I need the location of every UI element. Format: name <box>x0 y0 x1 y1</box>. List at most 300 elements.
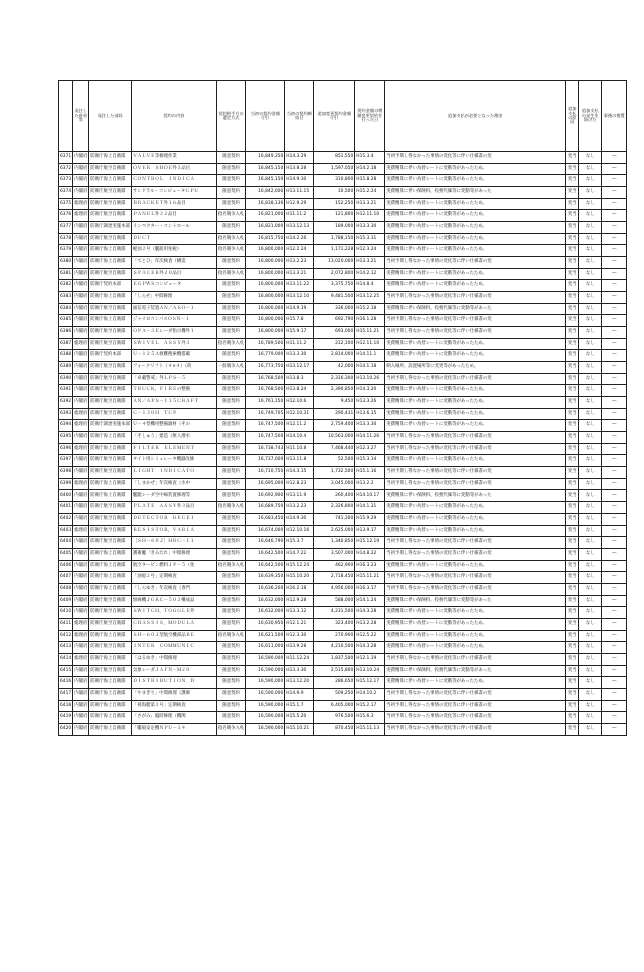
table-row <box>59 163 627 175</box>
cell-change-date: H13.12.25 <box>355 292 385 304</box>
cell-no: 6375 <box>59 198 73 210</box>
table-row <box>59 467 627 479</box>
cell-dept: 防衛庁航空自衛隊 <box>89 537 132 549</box>
cell-added-amount: 1,837,500 <box>314 653 355 665</box>
cell-later: ― <box>602 257 627 269</box>
cell-ministry: 内閣府 <box>73 432 89 444</box>
cell-change-date: H15.2.24 <box>355 187 385 199</box>
cell-ministry: 総理府 <box>73 408 89 420</box>
cell-no: 6403 <box>59 525 73 537</box>
cell-orig-amount: 16,611,000 <box>246 642 285 654</box>
cell-reason: 実費精算に伴い為替レートに変動等があったため。 <box>385 338 566 350</box>
cell-added-amount: 270,900 <box>314 630 355 642</box>
cell-type: 変当 <box>566 572 579 584</box>
cell-later: ― <box>602 443 627 455</box>
table-row <box>59 408 627 420</box>
contract-table <box>58 80 627 736</box>
cell-type: 変当 <box>566 163 579 175</box>
cell-later: ― <box>602 548 627 560</box>
cell-no: 6408 <box>59 583 73 595</box>
cell-added-amount: 2,515,800 <box>314 665 355 677</box>
cell-ministry: 内閣府 <box>73 513 89 525</box>
table-row <box>59 432 627 444</box>
cell-added-amount: 509,250 <box>314 688 355 700</box>
cell-ministry: 内閣府 <box>73 257 89 269</box>
cell-reason: 実費精算に伴い保険料、役務代価等に変動等があった <box>385 187 566 199</box>
cell-no: 6376 <box>59 210 73 222</box>
cell-added-amount: 2,072,800 <box>314 268 355 280</box>
cell-change-date: H13.3.21 <box>355 257 385 269</box>
cell-method: 随意契約 <box>216 327 245 339</box>
cell-prior: なし <box>579 175 602 187</box>
cell-method: 随意契約 <box>216 397 245 409</box>
cell-change-date: H12.3.27 <box>355 443 385 455</box>
cell-change-date: H14.3.28 <box>355 607 385 619</box>
cell-orig-amount: 16,738,743 <box>246 443 285 455</box>
cell-orig-amount: 16,842,000 <box>246 187 285 199</box>
cell-added-amount: 1,788,150 <box>314 233 355 245</box>
cell-prior: なし <box>579 490 602 502</box>
cell-no: 6380 <box>59 257 73 269</box>
cell-orig-date: H11.11.2 <box>285 210 314 222</box>
cell-change-date: H13.9.17 <box>355 525 385 537</box>
cell-orig-amount: 16,749,705 <box>246 408 285 420</box>
cell-method: 指名競争入札 <box>216 560 245 572</box>
cell-later: ― <box>602 362 627 374</box>
cell-method: 随意契約 <box>216 607 245 619</box>
cell-reason: 当初予期し得なかった事情の変化等に伴い仕様書の変 <box>385 467 566 479</box>
cell-added-amount: 2,316,300 <box>314 373 355 385</box>
cell-later: ― <box>602 420 627 432</box>
cell-method: 指名競争入札 <box>216 630 245 642</box>
table-row <box>59 245 627 257</box>
cell-no: 6414 <box>59 653 73 665</box>
cell-added-amount: 260,400 <box>314 490 355 502</box>
cell-orig-amount: 16,845,150 <box>246 175 285 187</box>
cell-ministry: 内閣府 <box>73 548 89 560</box>
cell-content: 「しらゆき」年次検査（専門 <box>131 583 216 595</box>
cell-orig-amount: 16,821,000 <box>246 222 285 234</box>
cell-ministry: 内閣府 <box>73 490 89 502</box>
cell-orig-amount: 16,590,000 <box>246 723 285 735</box>
cell-change-date: H13.6.15 <box>355 408 385 420</box>
table-row <box>59 642 627 654</box>
cell-method: 随意契約 <box>216 420 245 432</box>
cell-ministry: 総理府 <box>73 630 89 642</box>
cell-orig-amount: 16,646,790 <box>246 537 285 549</box>
cell-added-amount: 693,000 <box>314 327 355 339</box>
cell-ministry: 総理府 <box>73 618 89 630</box>
cell-change-date: H13.3.30 <box>355 420 385 432</box>
cell-change-date: H14.11.26 <box>355 432 385 444</box>
cell-later: ― <box>602 175 627 187</box>
cell-added-amount: 323,400 <box>314 618 355 630</box>
cell-type: 変当 <box>566 560 579 572</box>
cell-change-date: H12.1.19 <box>355 653 385 665</box>
cell-later: ― <box>602 490 627 502</box>
cell-reason: 実費精算に伴い為替レートに変動等があったため。 <box>385 268 566 280</box>
cell-type: 変当 <box>566 490 579 502</box>
header-reason: 追加支払が必要となった理由 <box>385 81 566 152</box>
cell-change-date: H13.2.28 <box>355 618 385 630</box>
cell-method: 指名競争入札 <box>216 245 245 257</box>
cell-no: 6384 <box>59 303 73 315</box>
cell-type: 変当 <box>566 222 579 234</box>
cell-orig-amount: 16,800,000 <box>246 315 285 327</box>
cell-content: ＲＥＳＩＳＴＯＲ，ＶＡＲＩＡ <box>131 525 216 537</box>
cell-orig-amount: 16,747,500 <box>246 420 285 432</box>
cell-orig-date: H15.7.8 <box>285 315 314 327</box>
cell-orig-date: H14.3.29 <box>285 152 314 164</box>
cell-ministry: 内閣府 <box>73 152 89 164</box>
cell-content: タイト用シミュレータ機器改修 <box>131 455 216 467</box>
cell-dept: 防衛庁航空自衛隊 <box>89 385 132 397</box>
cell-added-amount: 4,210,500 <box>314 642 355 654</box>
table-row <box>59 548 627 560</box>
cell-content: Ｃ－１３０Ｈ ＴＣＰ <box>131 408 216 420</box>
cell-orig-amount: 16,800,000 <box>246 257 285 269</box>
cell-orig-amount: 16,689,750 <box>246 502 285 514</box>
table-row <box>59 537 627 549</box>
cell-ministry: 内閣府 <box>73 292 89 304</box>
cell-no: 6411 <box>59 618 73 630</box>
cell-added-amount: 870,450 <box>314 723 355 735</box>
cell-content: 護衛艦「きみだれ」中間修理 <box>131 548 216 560</box>
cell-later: ― <box>602 350 627 362</box>
cell-ministry: 内閣府 <box>73 642 89 654</box>
cell-orig-amount: 16,800,000 <box>246 327 285 339</box>
cell-orig-date: H12.11.2 <box>285 420 314 432</box>
cell-dept: 防衛庁航空自衛隊 <box>89 268 132 280</box>
cell-no: 6402 <box>59 513 73 525</box>
cell-type: 変当 <box>566 327 579 339</box>
cell-ministry: 内閣府 <box>73 607 89 619</box>
cell-ministry: 内閣府 <box>73 327 89 339</box>
cell-content: 「てとひ」年次検査（構造 <box>131 257 216 269</box>
cell-type: 変当 <box>566 607 579 619</box>
cell-orig-date: H13.3.21 <box>285 268 314 280</box>
cell-later: ― <box>602 537 627 549</box>
cell-type: 変当 <box>566 233 579 245</box>
cell-change-date: H15.1.16 <box>355 467 385 479</box>
cell-later: ― <box>602 245 627 257</box>
cell-method: 指名競争入札 <box>216 502 245 514</box>
cell-ministry: 内閣府 <box>73 233 89 245</box>
cell-type: 変当 <box>566 467 579 479</box>
cell-reason: 実費精算に伴い為替レートに変動等があったため。 <box>385 455 566 467</box>
cell-content: ＯＶＥＲ ＳＨＯＥ外３品目 <box>131 163 216 175</box>
cell-dept: 防衛庁海上自衛隊 <box>89 572 132 584</box>
cell-method: 随意契約 <box>216 467 245 479</box>
cell-orig-date: H13.12.17 <box>285 362 314 374</box>
cell-no: 6390 <box>59 373 73 385</box>
cell-reason: 当初予期し得なかった事情の変化等に伴い仕様書の変 <box>385 723 566 735</box>
cell-reason: 当初予期し得なかった事情の変化等に伴い仕様書の変 <box>385 478 566 490</box>
cell-type: 変当 <box>566 537 579 549</box>
table-row <box>59 723 627 735</box>
cell-ministry: 総理府 <box>73 338 89 350</box>
cell-later: ― <box>602 385 627 397</box>
cell-orig-amount: 16,630,950 <box>246 618 285 630</box>
cell-method: 随意契約 <box>216 478 245 490</box>
cell-change-date: H15.3.31 <box>355 233 385 245</box>
cell-orig-date: H15.3.7 <box>285 537 314 549</box>
cell-type: 変当 <box>566 338 579 350</box>
cell-reason: 実費精算に伴い為替レートに変動等があったため。 <box>385 210 566 222</box>
cell-method: 随意契約 <box>216 665 245 677</box>
cell-dept: 防衛庁航空自衛隊 <box>89 303 132 315</box>
cell-dept: 防衛庁海上自衛隊 <box>89 723 132 735</box>
cell-content: ＩＮＴＥＲ ＣＯＭＭＵＮＩＣ <box>131 642 216 654</box>
cell-method: 随意契約 <box>216 583 245 595</box>
cell-prior: なし <box>579 688 602 700</box>
cell-orig-date: H15.10.21 <box>285 723 314 735</box>
cell-prior: なし <box>579 350 602 362</box>
cell-type: 変当 <box>566 595 579 607</box>
table-row <box>59 303 627 315</box>
cell-orig-date: H11.12.24 <box>285 653 314 665</box>
cell-later: ― <box>602 572 627 584</box>
cell-orig-amount: 16,692,900 <box>246 490 285 502</box>
cell-content: 「しまかぜ」年次検査（水中 <box>131 478 216 490</box>
cell-prior: なし <box>579 502 602 514</box>
cell-orig-amount: 16,845,150 <box>246 163 285 175</box>
cell-later: ― <box>602 280 627 292</box>
cell-added-amount: 2,625,000 <box>314 525 355 537</box>
cell-content: ＴＲＵＣＫ，ＦＩＲＥの整備 <box>131 385 216 397</box>
cell-change-date: H15.6.3 <box>355 712 385 724</box>
cell-type: 変当 <box>566 432 579 444</box>
cell-later: ― <box>602 642 627 654</box>
cell-prior: なし <box>579 630 602 642</box>
cell-prior: なし <box>579 362 602 374</box>
cell-reason: 実費精算に伴い保険料、役務代価等に変動等があった <box>385 490 566 502</box>
cell-no: 6412 <box>59 630 73 642</box>
cell-dept: 防衛庁航空自衛隊 <box>89 525 132 537</box>
cell-orig-date: H12.9.28 <box>285 595 314 607</box>
cell-reason: 実費精算に伴い為替レートに変動等があったため。 <box>385 513 566 525</box>
cell-reason: 当初予期し得なかった事情の変化等に伴い仕様書の変 <box>385 712 566 724</box>
cell-ministry: 内閣府 <box>73 723 89 735</box>
cell-orig-amount: 16,768,500 <box>246 373 285 385</box>
cell-dept: 防衛庁航空自衛隊 <box>89 338 132 350</box>
cell-orig-date: H13.2.23 <box>285 257 314 269</box>
cell-type: 変当 <box>566 397 579 409</box>
cell-reason: 実費精算に伴い為替レートに変動等があったため。 <box>385 280 566 292</box>
cell-no: 6379 <box>59 245 73 257</box>
cell-added-amount: 588,000 <box>314 595 355 607</box>
cell-reason: 当初予期し得なかった事情の変化等に伴い仕様書の変 <box>385 373 566 385</box>
cell-orig-date: H14.7.22 <box>285 548 314 560</box>
cell-orig-date: H13.12.13 <box>285 222 314 234</box>
cell-content: ジャイロコンパスＯＳＮ－１ <box>131 315 216 327</box>
cell-orig-amount: 16,642,500 <box>246 560 285 572</box>
cell-orig-amount: 16,695,000 <box>246 478 285 490</box>
table-row <box>59 315 627 327</box>
cell-dept: 防衛庁海上自衛隊 <box>89 152 132 164</box>
cell-orig-date: H13.11.15 <box>285 187 314 199</box>
cell-later: ― <box>602 222 627 234</box>
cell-later: ― <box>602 700 627 712</box>
cell-content: 無線機ＪＧＲＣ－５０２構成品 <box>131 595 216 607</box>
cell-no: 6395 <box>59 432 73 444</box>
cell-reason: 実費精算に伴い為替レートに変動等があったため。 <box>385 385 566 397</box>
cell-type: 変当 <box>566 712 579 724</box>
cell-dept: 防衛庁海上自衛隊 <box>89 653 132 665</box>
cell-prior: なし <box>579 292 602 304</box>
table-row <box>59 327 627 339</box>
cell-prior: なし <box>579 408 602 420</box>
cell-type: 変当 <box>566 350 579 362</box>
cell-type: 変当 <box>566 420 579 432</box>
cell-ministry: 総理府 <box>73 478 89 490</box>
cell-later: ― <box>602 152 627 164</box>
header-dept: 発注した部局 <box>89 81 132 152</box>
table-row <box>59 187 627 199</box>
cell-method: 随意契約 <box>216 303 245 315</box>
cell-method: 随意契約 <box>216 222 245 234</box>
cell-orig-date: H12.9.29 <box>285 198 314 210</box>
cell-dept: 防衛庁海上自衛隊 <box>89 257 132 269</box>
cell-added-amount: 462,900 <box>314 560 355 572</box>
cell-type: 変当 <box>566 688 579 700</box>
table-row <box>59 665 627 677</box>
cell-later: ― <box>602 630 627 642</box>
cell-no: 6393 <box>59 408 73 420</box>
cell-ministry: 内閣府 <box>73 175 89 187</box>
cell-change-date: H13.3.26 <box>355 397 385 409</box>
cell-type: 変当 <box>566 455 579 467</box>
cell-later: ― <box>602 373 627 385</box>
cell-orig-amount: 16,683,450 <box>246 513 285 525</box>
cell-method: 随意契約 <box>216 653 245 665</box>
cell-ministry: 内閣府 <box>73 362 89 374</box>
cell-change-date: H13.2.2 <box>355 478 385 490</box>
cell-prior: なし <box>579 700 602 712</box>
cell-later: ― <box>602 513 627 525</box>
cell-orig-amount: 16,590,000 <box>246 688 285 700</box>
cell-type: 変当 <box>566 443 579 455</box>
cell-orig-amount: 16,710,750 <box>246 467 285 479</box>
cell-later: ― <box>602 397 627 409</box>
cell-orig-date: H14.9.9 <box>285 688 314 700</box>
cell-orig-amount: 16,590,000 <box>246 665 285 677</box>
cell-no: 6383 <box>59 292 73 304</box>
cell-type: 変当 <box>566 677 579 689</box>
cell-type: 変当 <box>566 525 579 537</box>
table-row <box>59 198 627 210</box>
cell-method: 随意契約 <box>216 175 245 187</box>
cell-later: ― <box>602 478 627 490</box>
cell-type: 変当 <box>566 700 579 712</box>
cell-method: 指名競争入札 <box>216 723 245 735</box>
cell-orig-date: H13.3.12 <box>285 607 314 619</box>
cell-content: Ｕ－４型機用整備器材（その <box>131 420 216 432</box>
table-row <box>59 373 627 385</box>
cell-orig-amount: 16,768,500 <box>246 385 285 397</box>
cell-content: ＦＩＬＴＥＲ ＥＬＥＭＥＮＴ <box>131 443 216 455</box>
cell-added-amount: 336,000 <box>314 303 355 315</box>
cell-type: 変当 <box>566 245 579 257</box>
cell-later: ― <box>602 187 627 199</box>
cell-ministry: 内閣府 <box>73 537 89 549</box>
cell-reason: 当初予期し得なかった事情の変化等に伴い仕様書の変 <box>385 537 566 549</box>
cell-no: 6417 <box>59 688 73 700</box>
cell-content: 「さがみ」臨時修理（機関 <box>131 712 216 724</box>
cell-reason: 実費精算に伴い為替レートに変動等があったため。 <box>385 502 566 514</box>
cell-reason: 実費精算に伴い為替レートに変動等があったため。 <box>385 560 566 572</box>
cell-ministry: 内閣府 <box>73 350 89 362</box>
cell-ministry: 総理府 <box>73 653 89 665</box>
table-row <box>59 490 627 502</box>
cell-prior: なし <box>579 198 602 210</box>
cell-ministry: 内閣府 <box>73 595 89 607</box>
cell-change-date: H15.8.28 <box>355 175 385 187</box>
cell-change-date: H14.8.22 <box>355 548 385 560</box>
cell-later: ― <box>602 198 627 210</box>
header-added-amount: 追加変更契約金額（円） <box>314 81 355 152</box>
cell-ministry: 内閣府 <box>73 455 89 467</box>
cell-orig-date: H15.5.20 <box>285 712 314 724</box>
cell-orig-date: H12.10.6 <box>285 397 314 409</box>
cell-added-amount: 741,300 <box>314 513 355 525</box>
cell-no: 6381 <box>59 268 73 280</box>
cell-later: ― <box>602 712 627 724</box>
cell-method: 随意契約 <box>216 373 245 385</box>
cell-orig-date: H14.3.15 <box>285 467 314 479</box>
cell-ministry: 総理府 <box>73 443 89 455</box>
cell-type: 変当 <box>566 502 579 514</box>
cell-type: 変当 <box>566 385 579 397</box>
cell-later: ― <box>602 502 627 514</box>
cell-content: ＳＷＩＶＥＬ ＡＳＳＹ外３ <box>131 338 216 350</box>
cell-method: 随意契約 <box>216 350 245 362</box>
cell-orig-date: H11.11.2 <box>285 338 314 350</box>
cell-reason: 実費精算に伴い保険料、役務代価等に変動等があった <box>385 595 566 607</box>
cell-dept: 防衛庁海上自衛隊 <box>89 245 132 257</box>
cell-orig-amount: 16,800,000 <box>246 303 285 315</box>
cell-prior: なし <box>579 443 602 455</box>
cell-reason: 実費精算に伴い為替レートに変動等があったため。 <box>385 607 566 619</box>
cell-method: 指名競争入札 <box>216 210 245 222</box>
cell-added-amount: 6,405,000 <box>314 700 355 712</box>
cell-prior: なし <box>579 712 602 724</box>
table-row <box>59 618 627 630</box>
cell-dept: 防衛庁海上自衛隊 <box>89 548 132 560</box>
cell-no: 6391 <box>59 385 73 397</box>
cell-added-amount: 976,500 <box>314 712 355 724</box>
table-row <box>59 385 627 397</box>
cell-method: 一般競争入札 <box>216 362 245 374</box>
cell-prior: なし <box>579 163 602 175</box>
cell-dept: 防衛庁航空自衛隊 <box>89 665 132 677</box>
cell-content: ＣＨＡＳＳＩＳ，ＭＯＤＵＬＡ <box>131 618 216 630</box>
cell-orig-amount: 16,838,136 <box>246 198 285 210</box>
cell-method: 随意契約 <box>216 525 245 537</box>
cell-dept: 防衛庁航空自衛隊 <box>89 163 132 175</box>
cell-orig-amount: 16,815,750 <box>246 233 285 245</box>
cell-orig-date: H12.3.30 <box>285 630 314 642</box>
cell-change-date: H12.11.10 <box>355 338 385 350</box>
header-ministry: 発注した府省等 <box>73 81 89 152</box>
cell-ministry: 内閣府 <box>73 502 89 514</box>
cell-type: 変当 <box>566 152 579 164</box>
cell-orig-date: H15.10.20 <box>285 572 314 584</box>
cell-change-date: H16.3.17 <box>355 583 385 595</box>
cell-content: ＰＡＮＥＬ外２２品目 <box>131 210 216 222</box>
cell-reason: 実費精算に伴い為替レートに変動等があったため。 <box>385 245 566 257</box>
cell-content: 「油船２号」定期検査 <box>131 572 216 584</box>
